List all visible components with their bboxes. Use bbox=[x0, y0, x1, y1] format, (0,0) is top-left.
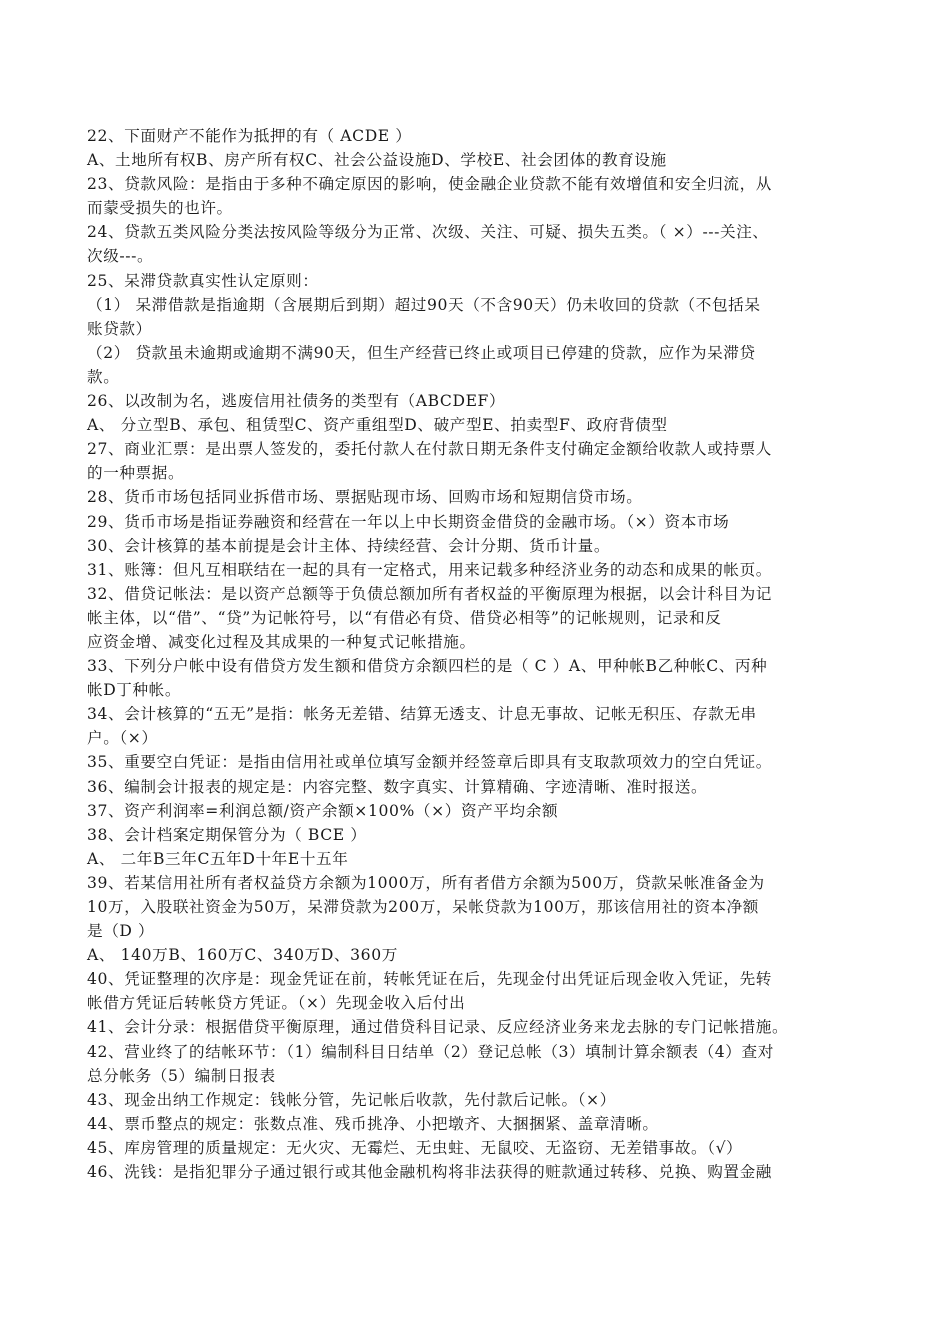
text-line: 26、以改制为名，逃废信用社债务的类型有（ABCDEF） bbox=[87, 392, 506, 411]
text-line: 24、贷款五类风险分类法按风险等级分为正常、次级、关注、可疑、损失五类。（ ×）---关注、 bbox=[87, 223, 769, 242]
text-line: 36、编制会计报表的规定是：内容完整、数字真实、计算精确、字迹清晰、准时报送。 bbox=[87, 777, 708, 796]
text-line: 46、洗钱：是指犯罪分子通过银行或其他金融机构将非法获得的赃款通过转移、兑换、购置金融 bbox=[87, 1163, 772, 1182]
text-line: 31、账簿：但凡互相联结在一起的具有一定格式，用来记载多种经济业务的动态和成果的帐页。 bbox=[87, 560, 772, 579]
text-line: 帐主体，以“借”、“贷”为记帐符号，以“有借必有贷、借贷必相等”的记帐规则，记录和反 bbox=[87, 608, 722, 627]
text-line: A、 二年B三年C五年D十年E十五年 bbox=[87, 849, 349, 868]
text-line: 10万，入股联社资金为50万，呆滞贷款为200万，呆帐贷款为100万，那该信用社的资本净额 bbox=[87, 898, 759, 916]
text-line: 账贷款） bbox=[87, 319, 152, 338]
text-line: 帐借方凭证后转帐贷方凭证。（×）先现金收入后付出 bbox=[87, 994, 466, 1013]
text-line: 41、会计分录：根据借贷平衡原理，通过借贷科目记录、反应经济业务来龙去脉的专门记帐措施。 bbox=[87, 1018, 789, 1037]
text-line: （1） 呆滞借款是指逾期（含展期后到期）超过90天（不含90天）仍未收回的贷款（不包括呆 bbox=[87, 295, 761, 314]
text-line: 37、资产利润率=利润总额/资产余额×100%（×）资产平均余额 bbox=[87, 801, 559, 820]
text-line: 25、呆滞贷款真实性认定原则： bbox=[87, 271, 319, 290]
text-line: 次级---。 bbox=[87, 247, 154, 266]
text-line: 的一种票据。 bbox=[87, 464, 185, 483]
text-line: 34、会计核算的“五无”是指：帐务无差错、结算无透支、计息无事故、记帐无积压、存款无串 bbox=[87, 705, 757, 724]
text-line: 45、库房管理的质量规定：无火灾、无霉烂、无虫蛀、无鼠咬、无盗窃、无差错事故。（√） bbox=[87, 1138, 743, 1157]
text-line: 23、贷款风险：是指由于多种不确定原因的影响，使金融企业贷款不能有效增值和安全归流，从 bbox=[87, 175, 772, 194]
text-line: 38、会计档案定期保管分为（ BCE ） bbox=[87, 825, 367, 844]
text-line: A、 分立型B、承包、租赁型C、资产重组型D、破产型E、拍卖型F、政府背债型 bbox=[87, 416, 668, 435]
text-line: 44、票币整点的规定：张数点准、残币挑净、小把墩齐、大捆捆紧、盖章清晰。 bbox=[87, 1114, 659, 1133]
text-line: 42、营业终了的结帐环节：（1）编制科目日结单（2）登记总帐（3）填制计算余额表（4）查对 bbox=[87, 1042, 774, 1061]
text-line: 30、会计核算的基本前提是会计主体、持续经营、会计分期、货币计量。 bbox=[87, 536, 611, 555]
text-line: 28、货币市场包括同业拆借市场、票据贴现市场、回购市场和短期信贷市场。 bbox=[87, 488, 643, 507]
text-line: 款。 bbox=[87, 367, 120, 386]
text-line: 33、下列分户帐中设有借贷方发生额和借贷方余额四栏的是（ C ）A、甲种帐B乙种帐C、丙种 bbox=[87, 657, 768, 676]
text-line: 32、借贷记帐法：是以资产总额等于负债总额加所有者权益的平衡原理为根据，以会计科目为记 bbox=[87, 584, 772, 603]
text-line: 应资金增、减变化过程及其成果的一种复式记帐措施。 bbox=[87, 632, 476, 651]
text-line: 40、凭证整理的次序是：现金凭证在前，转帐凭证在后，先现金付出凭证后现金收入凭证，先转 bbox=[87, 970, 772, 989]
text-line: 29、货币市场是指证券融资和经营在一年以上中长期资金借贷的金融市场。（×）资本市场 bbox=[87, 512, 730, 531]
text-line: A、土地所有权B、房产所有权C、社会公益设施D、学校E、社会团体的教育设施 bbox=[87, 151, 667, 170]
text-line: （2） 贷款虽未逾期或逾期不满90天，但生产经营已终止或项目已停建的贷款，应作为呆滞贷 bbox=[87, 343, 756, 362]
text-line: A、 140万B、160万C、340万D、360万 bbox=[87, 946, 398, 965]
text-line: 而蒙受损失的也许。 bbox=[87, 199, 233, 218]
text-line: 22、下面财产不能作为抵押的有（ ACDE ） bbox=[87, 127, 412, 145]
text-line: 帐D丁种帐。 bbox=[87, 681, 182, 700]
text-line: 总分帐务（5）编制日报表 bbox=[87, 1066, 276, 1085]
text-line: 43、现金出纳工作规定：钱帐分管，先记帐后收款，先付款后记帐。（×） bbox=[87, 1090, 616, 1109]
text-line: 39、若某信用社所有者权益贷方余额为1000万，所有者借方余额为500万，贷款呆帐准备金为 bbox=[87, 873, 765, 892]
text-line: 是（D ） bbox=[87, 922, 155, 941]
text-line: 27、商业汇票：是出票人签发的，委托付款人在付款日期无条件支付确定金额给收款人或持票人 bbox=[87, 440, 772, 459]
document-body bbox=[87, 124, 897, 1184]
text-line: 户。（×） bbox=[87, 729, 158, 748]
text-line: 35、重要空白凭证：是指由信用社或单位填写金额并经签章后即具有支取款项效力的空白凭证。 bbox=[87, 753, 772, 772]
